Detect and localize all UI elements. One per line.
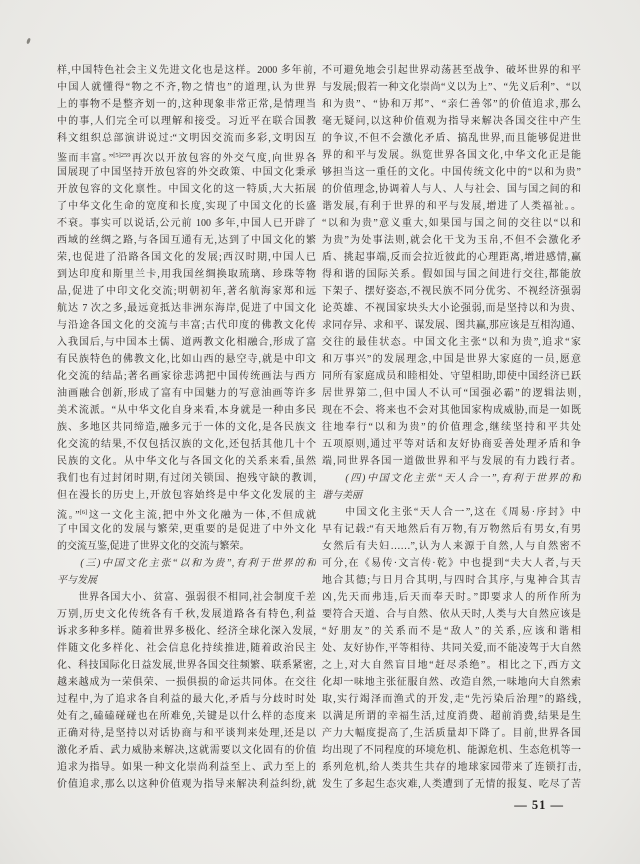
text-line: 早有记载:“有天地然后有万物,有万物然后有男女,有男: [322, 524, 581, 535]
text-line: 化、科技国际化日益发展,世界各国交往频繁、联系紧密,: [57, 660, 316, 671]
text-line: 上的事物不是整齐划一的,这种现象非常正常,是情理当: [57, 99, 316, 110]
text-line: 女然后有夫妇……”,认为人来源于自然,人与自然密不: [322, 541, 581, 552]
text-line: 系列危机,给人类共生共存的地球家园带来了连锁打击,: [322, 762, 581, 773]
text-line: 同所有家庭成员和睦相处、守望相助,即使中国经济已跃: [322, 371, 581, 382]
text-line: 国展现了中国坚持开放包容的外交政策、中国文化秉承: [57, 167, 316, 178]
text-line: 美术流派。“从中华文化自身来看,本身就是一种由多民: [57, 405, 316, 416]
scan-speck: [26, 38, 31, 45]
citation-superscript: [5]259: [113, 152, 131, 159]
text-line: 求同存异、求和平、谋发展、图共赢,那应该是互相沟通、: [322, 320, 581, 331]
text-line: 了中国文化的发展与繁荣,更重要的是促进了中外文化: [57, 524, 316, 535]
text-line: 的价值理念,协调着人与人、人与社会、国与国之间的和: [322, 184, 581, 195]
text-line: 盾、挑起事端,反而会拉近彼此的心理距离,增进感情,赢: [322, 252, 581, 263]
page-number: — 51 —: [514, 798, 564, 812]
text-line: 发生了多起生态灾难,人类遭到了无情的报复、吃尽了苦: [322, 779, 581, 790]
text-line: 的交流互鉴,促进了世界文化的交流与繁荣。: [57, 541, 250, 552]
left-column: [57, 62, 316, 793]
text-line: 族、多地区共同缔造,融多元于一体的文化,是各民族文: [57, 422, 316, 433]
text-line: 航达 7 次之多,最远竟抵达非洲东海岸,促进了中国文化: [57, 303, 316, 314]
text-line: 取,实行竭泽而渔式的开发,走“先污染后治理”的路线,: [322, 694, 581, 705]
section-heading-line: (三)中国文化主张“以和为贵”,有利于世界的和: [57, 558, 316, 569]
text-line: 西域的丝绸之路,与各国互通有无,达到了中国文化的繁: [57, 235, 316, 246]
text-line: 之上,对大自然盲目地“赶尽杀绝”。相比之下,西方文: [322, 660, 581, 671]
text-line: 油画融合创新,形成了富有中国魅力的写意油画等许多: [57, 388, 316, 399]
text-columns: [57, 62, 581, 793]
text-line: 以满足所谓的幸福生活,过度消费、超前消费,结果是生: [322, 711, 581, 722]
text-line: 中的事,人们完全可以理解和接受。习近平在联合国教: [57, 116, 316, 127]
text-line: 不衰。事实可以说话,公元前 100 多年,中国人已开辟了: [57, 218, 316, 229]
text-line: 界的和平与发展。纵览世界各国文化,中华文化正是能: [322, 150, 581, 161]
text-line: 产力大幅度提高了,生活质量却下降了。目前,世界各国: [322, 728, 581, 739]
text-line: 万别,历史文化传统各有千秋,发展道路各有特色,利益: [57, 609, 316, 620]
text-line: 地合其德;与日月合其明,与四时合其序,与鬼神合其吉: [322, 575, 581, 586]
text-line: 够担当这一重任的文化。中国传统文化中的“以和为贵”: [322, 167, 581, 178]
text-line: 开放包容的文化禀性。中国文化的这一特质,大大拓展: [57, 184, 316, 195]
text-line: 流。”[6]这一文化主流,把中外文化融为一体,不但成就: [57, 509, 316, 521]
text-line: 鉴而丰富。”$^{[5]259}$再次以开放包容的外交气度,向世界各: [57, 152, 316, 164]
text-line: 下架子、摆好姿态,不视民族不同分优劣、不视经济强弱: [322, 286, 581, 297]
text-line: 过程中,为了追求各自利益的最大化,矛盾与分歧时时处: [57, 694, 316, 705]
text-line: 诉求多种多样。随着世界多极化、经济全球化深入发展,: [57, 626, 316, 637]
text-line: 伴随文化多样化、社会信息化持续推进,随着政治民主: [57, 643, 316, 654]
text-line: 要符合天道、合与自然、依从天时,人类与大自然应该是: [322, 609, 581, 620]
section-heading-line: 谐与美丽: [322, 490, 362, 501]
text-line: 端,同世界各国一道做世界和平与发展的有力践行者。: [322, 456, 581, 467]
section-heading-line: 平与发展: [57, 575, 97, 586]
text-line: 我们也有过封闭时期,有过闭关锁国、抱残守缺的教训,: [57, 473, 316, 484]
text-line: 往地奉行“以和为贵”的价值理念,继续坚持和平共处: [322, 422, 581, 433]
text-line: 有民族特色的佛教文化,比如山西的悬空寺,就是中印文: [57, 354, 316, 365]
text-line: 价值追求,那么以这种价值观为指导来解决利益纠纷,就: [57, 779, 316, 790]
citation-superscript: [6]: [79, 509, 88, 516]
section-heading-line: (四)中国文化主张“天人合一”,有利于世界的和: [322, 473, 581, 484]
text-line: 世界各国大小、贫富、强弱很不相同,社会制度千差: [57, 592, 316, 603]
text-line: 荣,也促进了沿路各国文化的发展;西汉时期,中国人已: [57, 252, 316, 263]
text-line: 处有之,磕磕碰碰也在所难免,关键是以什么样的态度来: [57, 711, 316, 722]
text-line: 处、友好协作,平等相待、共同关爱,而不能凌驾于大自然: [322, 643, 581, 654]
text-line: 化交流的结晶;著名画家徐悲鸿把中国传统画法与西方: [57, 371, 316, 382]
right-column: [322, 62, 581, 793]
text-line: 民族的文化。从中华文化与各国文化的关系来看,虽然: [57, 456, 316, 467]
text-line: 中国人就懂得“物之不齐,物之情也”的道理,认为世界: [57, 82, 316, 93]
text-line: 但在漫长的历史上,开放包容始终是中华文化发展的主: [57, 490, 316, 501]
text-line: 越来越成为一荣俱荣、一损俱损的命运共同体。在交往: [57, 677, 316, 688]
text-line: “以和为贵”意义重大,如果国与国之间的交往以“以和: [322, 218, 581, 229]
text-line: 化交流的结果,不仅包括汉族的文化,还包括其他几十个: [57, 439, 316, 450]
text-line: 样,中国特色社会主义先进文化也是这样。2000 多年前,: [57, 65, 316, 76]
text-line: 正确对待,是坚持以对话协商与和平谈判来处理,还是以: [57, 728, 316, 739]
text-line: 凶,先天而弗违,后天而奉天时。”即要求人的所作所为: [322, 592, 581, 603]
text-line: 居世界第二,但中国人不认可“国强必霸”的逻辑法则,: [322, 388, 581, 399]
text-line: 中国文化主张“天人合一”,这在《周易·序封》中: [322, 507, 581, 518]
text-line: 追求为指导。如果一种文化崇尚利益至上、武力至上的: [57, 762, 316, 773]
text-line: 谐发展,有利于世界的和平与发展,增进了人类福祉。。: [322, 201, 581, 212]
text-line: 入我国后,与中国本土儒、道两教文化相融合,形成了富: [57, 337, 316, 348]
text-line: 得和谐的国际关系。假如国与国之间进行交往,都能放: [322, 269, 581, 280]
text-line: 与沿途各国文化的交流与丰富;古代印度的佛教文化传: [57, 320, 316, 331]
text-line: 五项原则,通过平等对话和友好协商妥善处理矛盾和争: [322, 439, 581, 450]
text-line: 可分,在《易传·文言传·乾》中也提到“夫大人者,与天: [322, 558, 581, 569]
text-line: 到达印度和斯里兰卡,用我国丝绸换取琉璃、珍珠等物: [57, 269, 316, 280]
text-line: 了中华文化生命的宽度和长度,实现了中国文化的长盛: [57, 201, 316, 212]
text-line: 激化矛盾、武力威胁来解决,这就需要以文化固有的价值: [57, 745, 316, 756]
text-line: 科文组织总部演讲说过:“文明因交流而多彩,文明因互: [57, 133, 316, 144]
text-line: 与发展;假若一种文化崇尚“义以为上”、“先义后利”、“以: [322, 82, 581, 93]
text-line: 不可避免地会引起世界动荡甚至战争、破坏世界的和平: [322, 65, 581, 76]
text-line: 为贵”为处事法则,就会化干戈为玉帛,不但不会激化矛: [322, 235, 581, 246]
text-line: 品,促进了中印文化交流;明朝初年,著名航海家郑和远: [57, 286, 316, 297]
text-line: “好朋友”的关系而不是“敌人”的关系,应该和谐相: [322, 626, 581, 637]
text-line: 交往的最佳状态。中国文化主张“以和为贵”,追求“家: [322, 337, 581, 348]
text-line: 和万事兴”的发展理念,中国是世界大家庭的一员,愿意: [322, 354, 581, 365]
text-line: 毫无疑问,以这种价值观为指导来解决各国交往中产生: [322, 116, 581, 127]
text-line: 和为贵”、“协和万邦”、“亲仁善邻”的价值追求,那么: [322, 99, 581, 110]
text-line: 均出现了不同程度的环境危机、能源危机、生态危机等一: [322, 745, 581, 756]
text-line: 的争议,不但不会激化矛盾、搞乱世界,而且能够促进世: [322, 133, 581, 144]
text-line: 论英雄、不视国家块头大小论强弱,而是坚持以和为贵、: [322, 303, 581, 314]
text-line: 化却一味地主张征服自然、改造自然,一味地向大自然索: [322, 677, 581, 688]
text-line: 现在不会、将来也不会对其他国家构成威胁,而是一如既: [322, 405, 581, 416]
